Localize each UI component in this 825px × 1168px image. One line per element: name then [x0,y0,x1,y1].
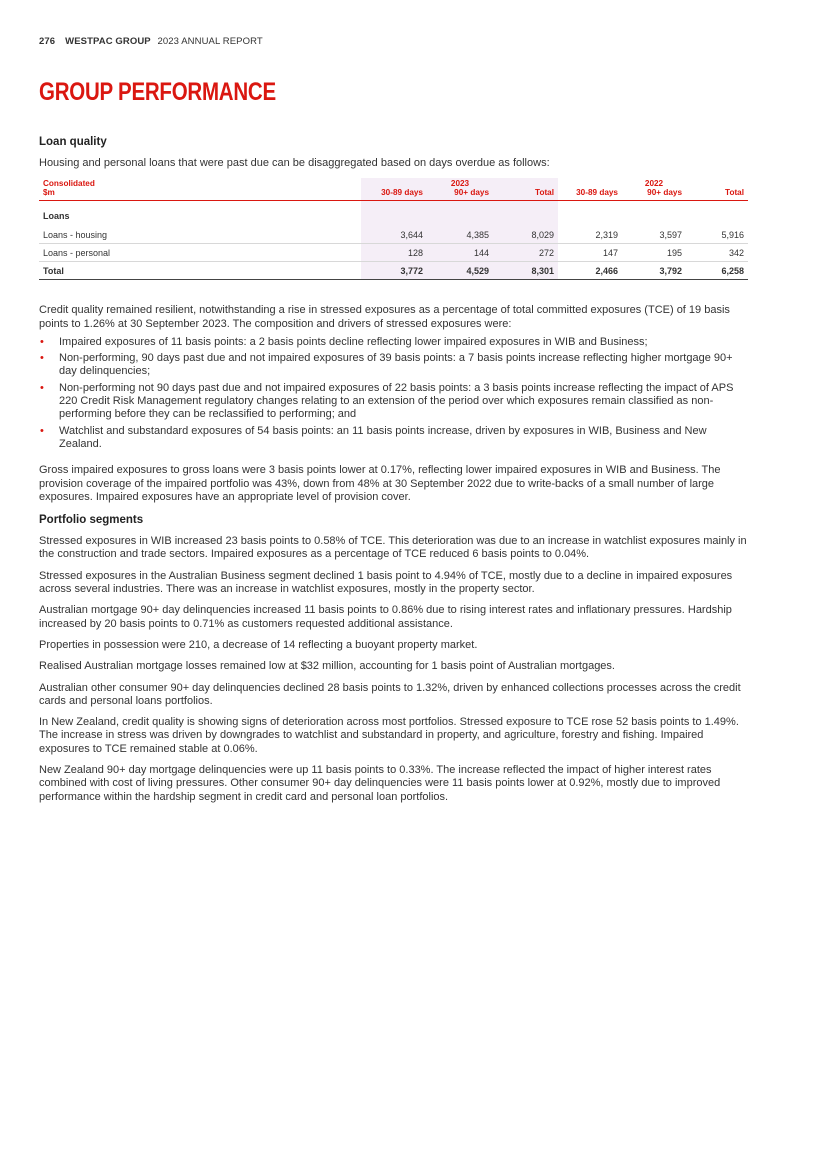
gross-impaired-paragraph: Gross impaired exposures to gross loans were 3 basis points lower at 0.17%, reflecting lower impaired exposures in WIB and Business. The provision coverage of the impaired portfolio was 43%, down from 48% at 30 September 2022 due to write-backs of a small number of large exposures. Impaired exposures have an appropriate level of provision cover. [39,464,721,503]
col-header: 90+ days [427,188,493,201]
section-title: GROUP PERFORMANCE [39,78,276,106]
loan-quality-intro: Housing and personal loans that were past due can be disaggregated based on days overdue as follows: [39,157,550,169]
table-group-label: Loans [43,210,70,221]
cell: 3,792 [622,262,686,280]
row-label: Loans - personal [39,244,361,262]
stressed-exposures-list [39,336,749,451]
loan-quality-heading: Loan quality [39,136,107,148]
portfolio-paragraph: Australian mortgage 90+ day delinquencies increased 11 basis points to 0.86% due to rising interest rates and inflationary pressures. Hardship increased by 20 basis points to 0.71% as customers requested additional assistance. [39,604,732,630]
col-header: Total [493,188,558,201]
portfolio-paragraph: Australian other consumer 90+ day delinquencies declined 28 basis points to 1.32%, driven by enhanced collections processes across the credit cards and personal loans portfolios. [39,681,741,707]
cell: 128 [361,244,427,262]
portfolio-paragraph: Realised Australian mortgage losses remained low at $32 million, accounting for 1 basis point of Australian mortgages. [39,660,615,673]
cell: 4,385 [427,226,493,244]
row-label: Total [39,262,361,280]
col-header: 30-89 days [361,188,427,201]
bullet-icon: • [40,335,44,348]
table-header-columns [39,188,748,201]
cell: 342 [686,244,748,262]
col-header: 30-89 days [558,188,622,201]
table-row [39,226,748,244]
table-year-2023: 2023 [427,178,493,188]
running-header [39,36,263,47]
col-header: Total [686,188,748,201]
portfolio-paragraph: Properties in possession were 210, a decrease of 14 reflecting a buoyant property market. [39,638,478,651]
page-number: 276 [39,36,56,47]
cell: 2,319 [558,226,622,244]
col-header: 90+ days [622,188,686,201]
portfolio-paragraph: In New Zealand, credit quality is showing signs of deterioration across most portfolios. Stressed exposure to TCE rose 52 basis points to 1.49%. The increase in stress was driven by downgrades to watchlist and substandard in property, and agriculture, forestry and fishing. Impaired exposures to TCE remained stable at 0.06%. [39,716,739,755]
cell: 4,529 [427,262,493,280]
portfolio-paragraph: New Zealand 90+ day mortgage delinquencies were up 11 basis points to 0.33%. The increase reflected the impact of higher interest rates combined with cost of living pressures. Other consumer 90+ day delinquencies were 11 basis points lower at 0.92%, mostly due to improved performance within the hardship segment in credit card and personal loan portfolios. [39,764,721,803]
cell: 144 [427,244,493,262]
cell: 272 [493,244,558,262]
list-item: • Impaired exposures of 11 basis points: a 2 basis points decline reflecting lower impaired exposures in WIB and Business; [40,335,648,348]
table-year-2022: 2022 [644,179,664,189]
report-name: 2023 ANNUAL REPORT [157,36,263,47]
loans-past-due-table [39,178,748,280]
bullet-icon: • [40,352,44,365]
portfolio-segments-heading: Portfolio segments [39,514,144,527]
credit-quality-intro: Credit quality remained resilient, notwithstanding a rise in stressed exposures as a percentage of total committed exposures (TCE) of 19 basis points to 1.26% at 30 September 2023. The composition and drivers of stressed exposures were: [39,304,730,330]
cell: 5,916 [686,226,748,244]
cell: 3,772 [361,262,427,280]
table-row [39,244,748,262]
portfolio-paragraph: Stressed exposures in the Australian Business segment declined 1 basis point to 4.94% of TCE, mostly due to a decline in impaired exposures across several industries. There was an increase in watchlist exposures, mostly in the property sector. [39,569,733,596]
list-item: • Non-performing not 90 days past due and not impaired exposures of 22 basis points: a 3 basis points increase reflecting the impact of APS 220 Credit Risk Management regulatory changes relating to an extension of the period over which exposures remain classified as non-performing before they can be reclassified to performing; and [40,381,734,421]
main-content [39,136,749,812]
cell: 8,029 [493,226,558,244]
list-item: • Non-performing, 90 days past due and not impaired exposures of 39 basis points: a 7 basis points increase reflecting higher mortgage 90+ day delinquencies; [40,352,733,378]
cell: 3,644 [361,226,427,244]
table-total-row [39,262,748,280]
cell: 3,597 [622,226,686,244]
portfolio-paragraph: Stressed exposures in WIB increased 23 basis points to 0.58% of TCE. This deterioration was due to an increase in watchlist exposures mainly in the construction and trade sectors. Impaired exposures as a percentage of TCE reduced 6 basis points to 0.04%. [39,535,747,561]
cell: 2,466 [558,262,622,280]
cell: 8,301 [493,262,558,280]
table-corner-unit: $m [39,188,361,201]
bullet-icon: • [40,424,44,437]
table-corner-consolidated: Consolidated [43,178,95,188]
cell: 147 [558,244,622,262]
cell: 6,258 [686,262,748,280]
row-label: Loans - housing [39,226,361,244]
cell: 195 [622,244,686,262]
table-header-years [39,178,748,188]
list-item: • Watchlist and substandard exposures of 54 basis points: an 11 basis points increase, driven by exposures in WIB, Business and New Zealand. [40,424,707,450]
bullet-icon: • [40,381,44,394]
brand-name: WESTPAC GROUP [65,36,151,47]
table-group-row [39,201,748,227]
